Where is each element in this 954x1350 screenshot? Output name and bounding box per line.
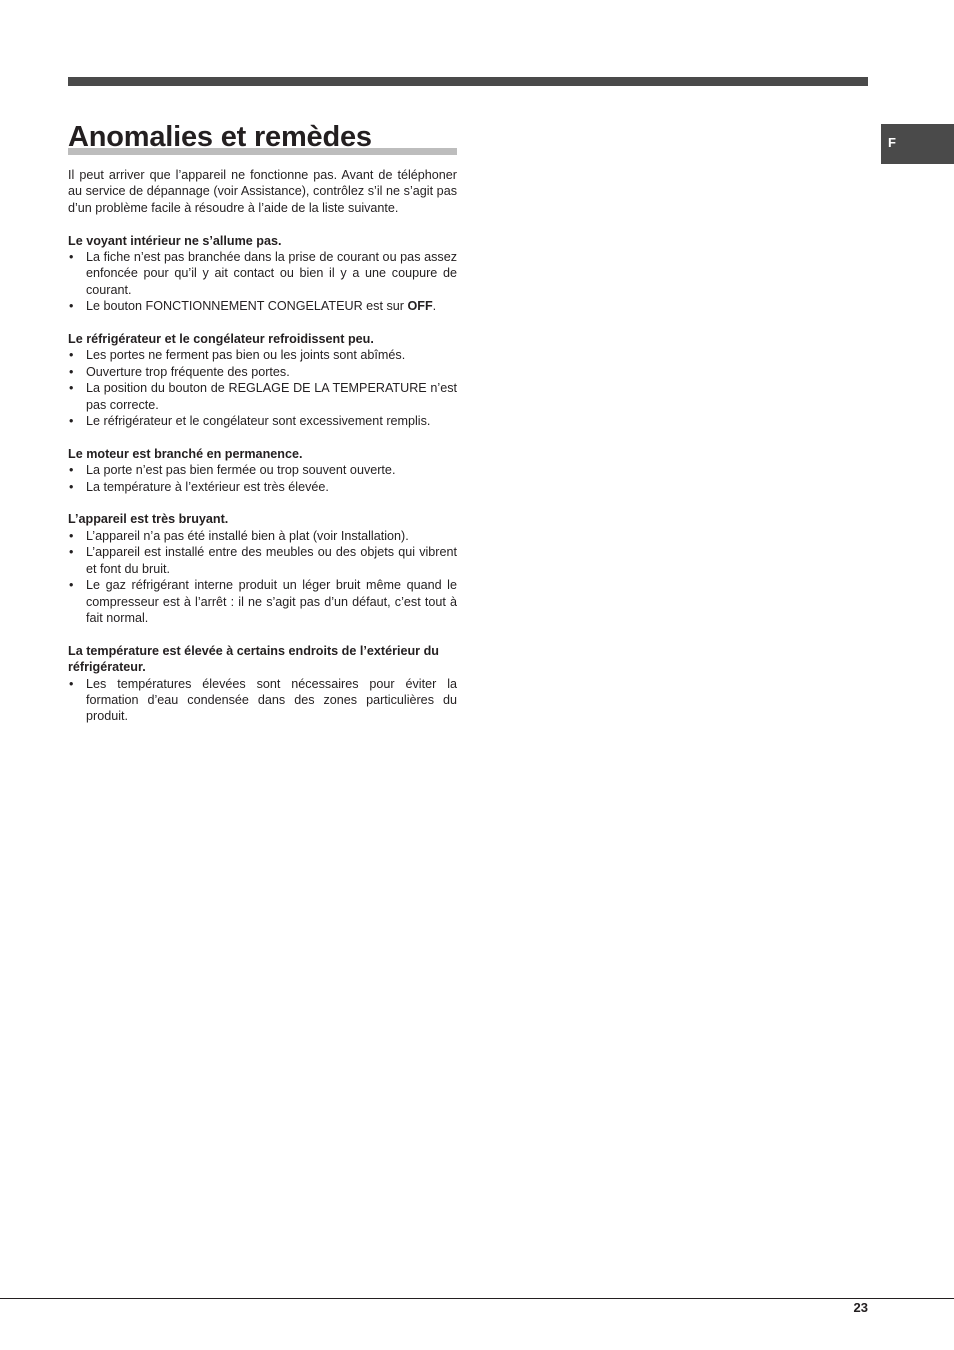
list-item: • La position du bouton de REGLAGE DE LA TEMPERATURE n’est pas correcte. bbox=[69, 381, 457, 412]
bullet-icon: • bbox=[69, 381, 74, 396]
remedy-list bbox=[68, 347, 457, 429]
section-interior-light bbox=[68, 233, 457, 315]
bullet-icon: • bbox=[69, 578, 74, 593]
bullet-icon: • bbox=[69, 479, 74, 494]
remedy-list bbox=[68, 462, 457, 495]
language-tab bbox=[881, 124, 954, 164]
section-heading: Le moteur est branché en permanence. bbox=[68, 446, 303, 461]
section-cooling bbox=[68, 331, 457, 429]
bullet-icon: • bbox=[69, 528, 74, 543]
bullet-icon: • bbox=[69, 364, 74, 379]
list-item: • La température à l’extérieur est très élevée. bbox=[69, 479, 329, 494]
list-item: • Les portes ne ferment pas bien ou les joints sont abîmés. bbox=[69, 348, 406, 363]
intro-paragraph: Il peut arriver que l’appareil ne fonctionne pas. Avant de téléphoner au service de dépannage (voir Assistance), contrôlez s’il ne s’agit pas d’un problème facile à résoudre à l’aide de la liste suivante. bbox=[68, 168, 457, 215]
language-tab-label: F bbox=[888, 135, 896, 150]
list-item: • L’appareil est installé entre des meubles ou des objets qui vibrent et font du bruit. bbox=[69, 545, 457, 576]
bullet-icon: • bbox=[69, 414, 74, 429]
section-heading: Le réfrigérateur et le congélateur refroidissent peu. bbox=[68, 332, 374, 347]
bullet-icon: • bbox=[69, 676, 74, 691]
bullet-icon: • bbox=[69, 348, 74, 363]
off-label: OFF bbox=[407, 299, 433, 314]
list-item: • La fiche n’est pas branchée dans la prise de courant ou pas assez enfoncée pour qu’il y ait contact ou bien il y a une coupure de courant. bbox=[69, 250, 457, 297]
bullet-icon: • bbox=[69, 299, 74, 314]
remedy-list bbox=[68, 676, 457, 725]
section-exterior-temperature bbox=[68, 643, 457, 725]
remedy-list bbox=[68, 528, 457, 626]
section-heading: L’appareil est très bruyant. bbox=[68, 512, 229, 527]
list-item: • Le gaz réfrigérant interne produit un léger bruit même quand le compresseur est à l’arrêt : il ne s’agit pas d’un défaut, c’est tout à fait normal. bbox=[69, 578, 457, 625]
page-title-block bbox=[68, 117, 457, 155]
section-noise bbox=[68, 511, 457, 626]
list-item: • L’appareil n’a pas été installé bien à plat (voir Installation). bbox=[69, 528, 409, 543]
list-item: • Les températures élevées sont nécessaires pour éviter la formation d’eau condensée dans des zones particulières du produit. bbox=[69, 676, 457, 724]
list-item: • Le réfrigérateur et le congélateur sont excessivement remplis. bbox=[69, 414, 431, 429]
section-heading: La température est élevée à certains endroits de l’extérieur du réfrigérateur. bbox=[68, 643, 439, 675]
bullet-icon: • bbox=[69, 545, 74, 560]
remedy-list bbox=[68, 249, 457, 315]
list-item: • La porte n’est pas bien fermée ou trop souvent ouverte. bbox=[69, 463, 396, 478]
bullet-icon: • bbox=[69, 463, 74, 478]
section-motor bbox=[68, 446, 457, 495]
section-heading: Le voyant intérieur ne s’allume pas. bbox=[68, 233, 282, 248]
list-item: • Ouverture trop fréquente des portes. bbox=[69, 364, 290, 379]
header-bar bbox=[68, 77, 868, 86]
page-title: Anomalies et remèdes bbox=[68, 121, 372, 153]
troubleshooting-content bbox=[68, 167, 457, 741]
page-number: 23 bbox=[853, 1300, 868, 1315]
list-item: • Le bouton FONCTIONNEMENT CONGELATEUR est sur OFF. bbox=[69, 299, 437, 314]
bullet-icon: • bbox=[69, 250, 74, 265]
footer-rule bbox=[0, 1298, 954, 1299]
